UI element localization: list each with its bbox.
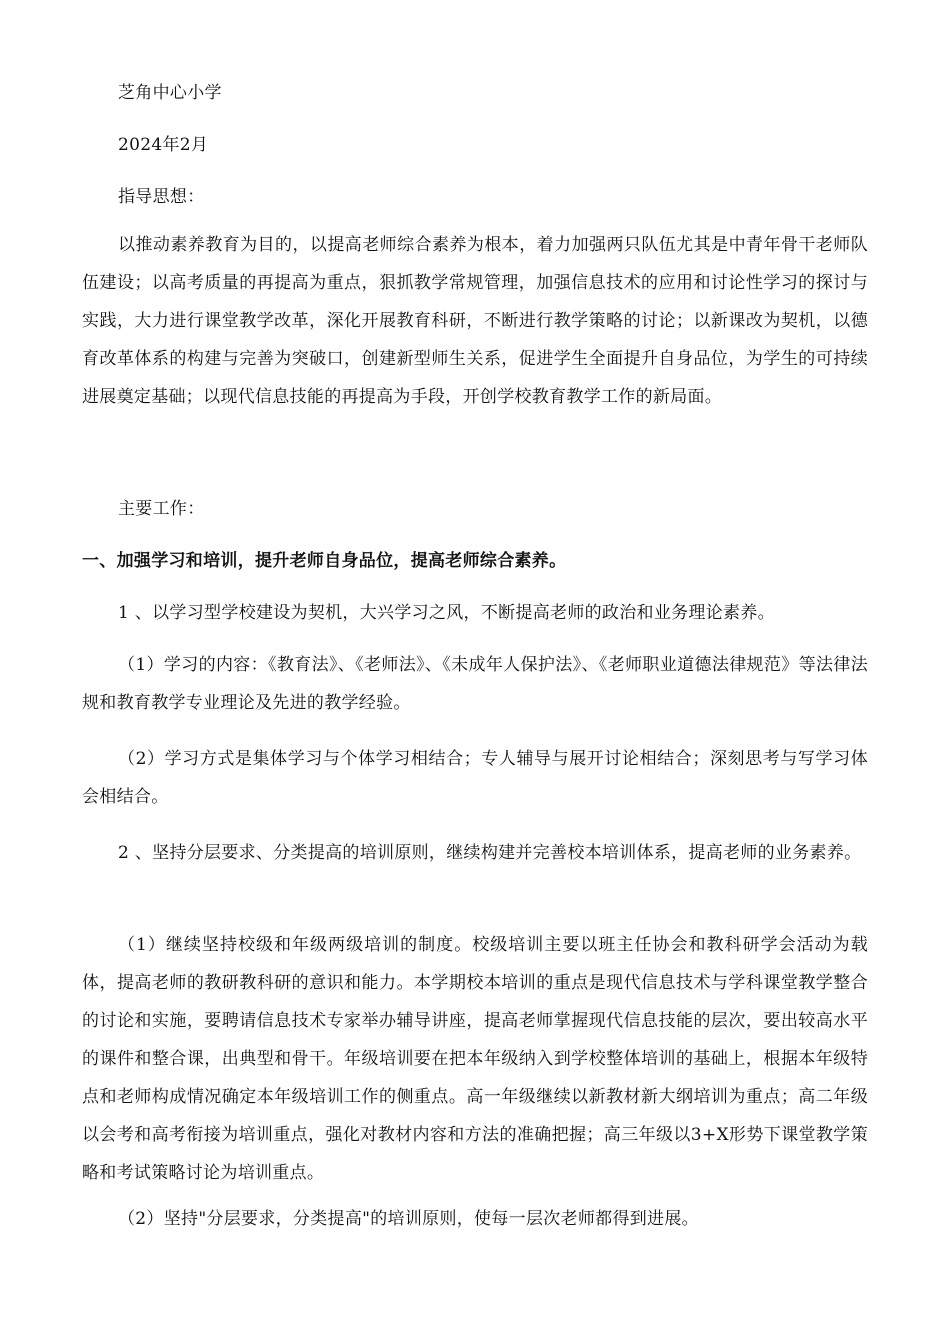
section-1-title: 一、加强学习和培训，提升老师自身品位，提高老师综合素养。 (82, 551, 567, 571)
item-1-2: （2）学习方式是集体学习与个体学习相结合；专人辅导与展开讨论相结合；深刻思考与写学习体会相结合。 (82, 749, 868, 807)
guiding-heading: 指导思想： (118, 187, 205, 207)
item-1: 1 、以学习型学校建设为契机，大兴学习之风，不断提高老师的政治和业务理论素养。 (118, 603, 775, 623)
guiding-paragraph: 以推动素养教育为目的，以提高老师综合素养为根本，着力加强两只队伍尤其是中青年骨干老师队伍建设；以高考质量的再提高为重点，狠抓教学常规管理，加强信息技术的应用和讨论性学习的探讨与实践，大力进行课堂教学改革，深化开展教育科研，不断进行教学策略的讨论；以新课改为契机，以德育改革体系的构建与完善为突破口，创建新型师生关系，促进学生全面提升自身品位，为学生的可持续进展奠定基础；以现代信息技能的再提高为手段，开创学校教育教学工作的新局面。 (82, 235, 868, 407)
item-2-2: （2）坚持"分层要求，分类提高"的培训原则，使每一层次老师都得到进展。 (118, 1209, 699, 1229)
item-1-1: （1）学习的内容：《教育法》、《老师法》、《未成年人保护法》、《老师职业道德法律规范》等法律法规和教育教学专业理论及先进的教学经验。 (82, 655, 868, 713)
school-name: 芝角中心小学 (118, 83, 222, 103)
document-date: 2024年2月 (118, 135, 209, 155)
main-work-heading: 主要工作： (118, 499, 205, 519)
item-2: 2 、坚持分层要求、分类提高的培训原则，继续构建并完善校本培训体系，提高老师的业务素养。 (118, 843, 862, 863)
item-2-1: （1）继续坚持校级和年级两级培训的制度。校级培训主要以班主任协会和教科研学会活动为载体，提高老师的教研教科研的意识和能力。本学期校本培训的重点是现代信息技术与学科课堂教学整合的讨论和实施，要聘请信息技术专家举办辅导讲座，提高老师掌握现代信息技能的层次，要出较高水平的课件和整合课，出典型和骨干。年级培训要在把本年级纳入到学校整体培训的基础上，根据本年级特点和老师构成情况确定本年级培训工作的侧重点。高一年级继续以新教材新大纲培训为重点；高二年级以会考和高考衔接为培训重点，强化对教材内容和方法的准确把握；高三年级以3+X形势下课堂教学策略和考试策略讨论为培训重点。 (82, 935, 868, 1183)
